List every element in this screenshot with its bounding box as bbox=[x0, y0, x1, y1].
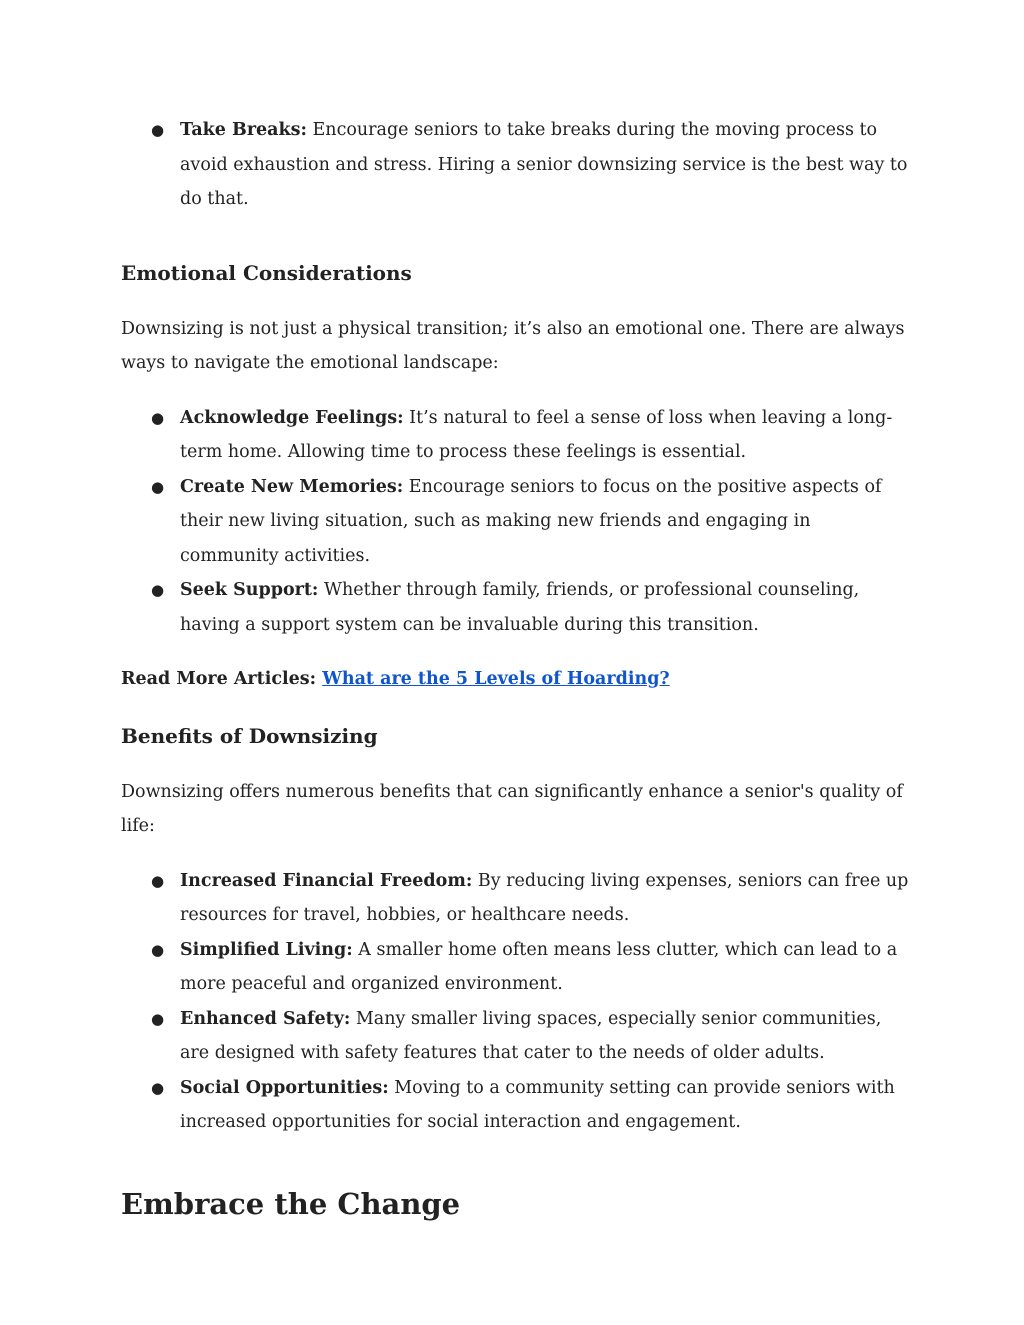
list-item-text: It’s natural to feel a sense of loss when leaving a long-term home. Allowing time to process these feelings is essential. bbox=[180, 407, 893, 462]
section-heading-benefits: Benefits of Downsizing bbox=[121, 723, 378, 748]
read-more-label: Read More Articles: bbox=[121, 669, 317, 689]
list-item-term: Acknowledge Feelings: bbox=[180, 407, 404, 428]
paragraph-emotional-intro: Downsizing is not just a physical transition; it’s also an emotional one. There are always ways to navigate the emotional landscape: bbox=[121, 318, 905, 373]
list-item bbox=[151, 933, 911, 1002]
bullet-icon: ● bbox=[151, 1078, 165, 1097]
list-item-text: A smaller home often means less clutter, which can lead to a more peaceful and organized environment. bbox=[180, 939, 898, 994]
list-item bbox=[151, 113, 911, 217]
bullet-icon: ● bbox=[151, 121, 165, 139]
bullet-icon: ● bbox=[151, 408, 165, 427]
paragraph-benefits-intro: Downsizing offers numerous benefits that can significantly enhance a senior's quality of life: bbox=[121, 781, 903, 836]
read-more-line bbox=[121, 662, 911, 697]
bullet-icon: ● bbox=[151, 940, 165, 959]
list-item bbox=[151, 864, 911, 933]
hoarding-article-link[interactable]: What are the 5 Levels of Hoarding? bbox=[322, 669, 670, 689]
bullet-icon: ● bbox=[151, 1009, 165, 1028]
list-item bbox=[151, 1071, 911, 1140]
list-item-term: Create New Memories: bbox=[180, 476, 404, 497]
list-item bbox=[151, 573, 911, 642]
list-item-text: Many smaller living spaces, especially senior communities, are designed with safety features that cater to the needs of older adults. bbox=[180, 1008, 882, 1063]
bullet-icon: ● bbox=[151, 871, 165, 890]
list-item-text: By reducing living expenses, seniors can free up resources for travel, hobbies, or healthcare needs. bbox=[180, 870, 909, 925]
section-heading-embrace: Embrace the Change bbox=[121, 1186, 461, 1221]
bullet-icon: ● bbox=[151, 477, 165, 496]
tips-list bbox=[121, 113, 911, 217]
list-item-text: Moving to a community setting can provide seniors with increased opportunities for social interaction and engagement. bbox=[180, 1077, 895, 1132]
list-item-text: Encourage seniors to focus on the positive aspects of their new living situation, such as making new friends and engaging in community activities. bbox=[180, 476, 882, 566]
section-heading-emotional: Emotional Considerations bbox=[121, 260, 412, 285]
list-item-term: Simplified Living: bbox=[180, 939, 353, 960]
list-item-text: Whether through family, friends, or professional counseling, having a support system can be invaluable during this transition. bbox=[180, 580, 860, 635]
list-item-term: Increased Financial Freedom: bbox=[180, 870, 473, 891]
list-item-term: Seek Support: bbox=[180, 580, 319, 600]
benefits-list bbox=[121, 864, 911, 1140]
list-item-term: Enhanced Safety: bbox=[180, 1008, 351, 1029]
list-item bbox=[151, 470, 911, 574]
list-item-term: Take Breaks: bbox=[180, 120, 307, 140]
bullet-icon: ● bbox=[151, 581, 165, 599]
list-item-term: Social Opportunities: bbox=[180, 1077, 389, 1098]
list-item bbox=[151, 401, 911, 470]
list-item-text: Encourage seniors to take breaks during the moving process to avoid exhaustion and stress. Hiring a senior downsizing service is the best way to do that. bbox=[180, 120, 908, 209]
emotional-list bbox=[121, 401, 911, 643]
document-page bbox=[121, 113, 911, 1224]
list-item bbox=[151, 1002, 911, 1071]
